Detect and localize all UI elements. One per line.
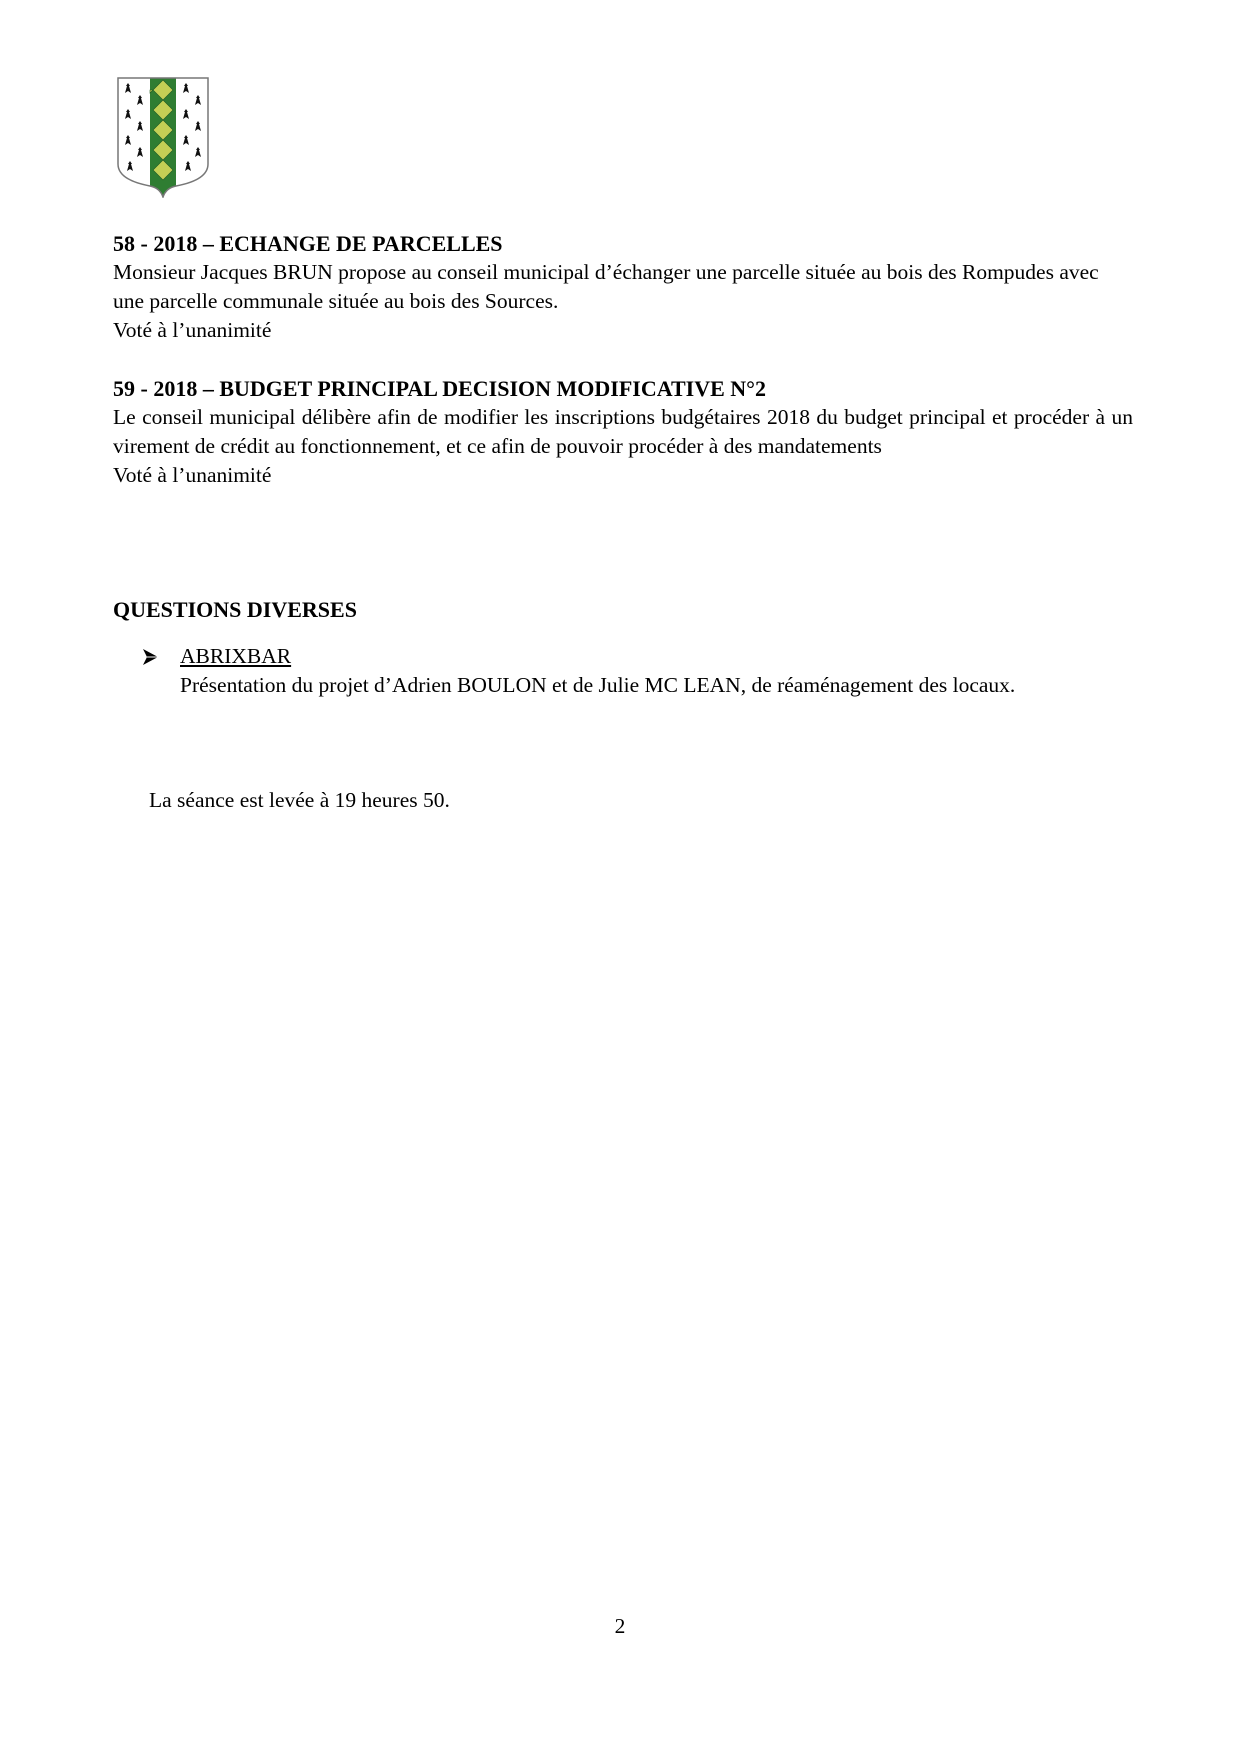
deliberation-58 xyxy=(113,229,1133,345)
questions-diverses-heading: QUESTIONS DIVERSES xyxy=(113,597,357,622)
deliberation-body: Monsieur Jacques BRUN propose au conseil municipal d’échanger une parcelle située au bois des Rompudes avec une parcelle communale située au bois des Sources. xyxy=(113,260,1099,313)
deliberation-title: 58 - 2018 – ECHANGE DE PARCELLES xyxy=(113,231,503,256)
page-number: 2 xyxy=(614,1614,626,1638)
deliberation-body: Le conseil municipal délibère afin de modifier les inscriptions budgétaires 2018 du budget principal et procéder à un virement de crédit au fonctionnement, et ce afin de pouvoir procéder à des mandatements xyxy=(113,405,1133,458)
deliberation-title: 59 - 2018 – BUDGET PRINCIPAL DECISION MODIFICATIVE N°2 xyxy=(113,376,766,401)
coat-of-arms-icon xyxy=(116,76,210,198)
list-item-title: ABRIXBAR xyxy=(180,644,292,668)
list-item-body: Présentation du projet d’Adrien BOULON et de Julie MC LEAN, de réaménagement des locaux. xyxy=(180,673,1016,697)
arrow-bullet-icon xyxy=(141,648,159,666)
vote-result: Voté à l’unanimité xyxy=(113,463,272,487)
list-item xyxy=(141,642,1101,700)
deliberation-59 xyxy=(113,374,1133,490)
vote-result: Voté à l’unanimité xyxy=(113,318,272,342)
closing-statement: La séance est levée à 19 heures 50. xyxy=(149,788,450,812)
